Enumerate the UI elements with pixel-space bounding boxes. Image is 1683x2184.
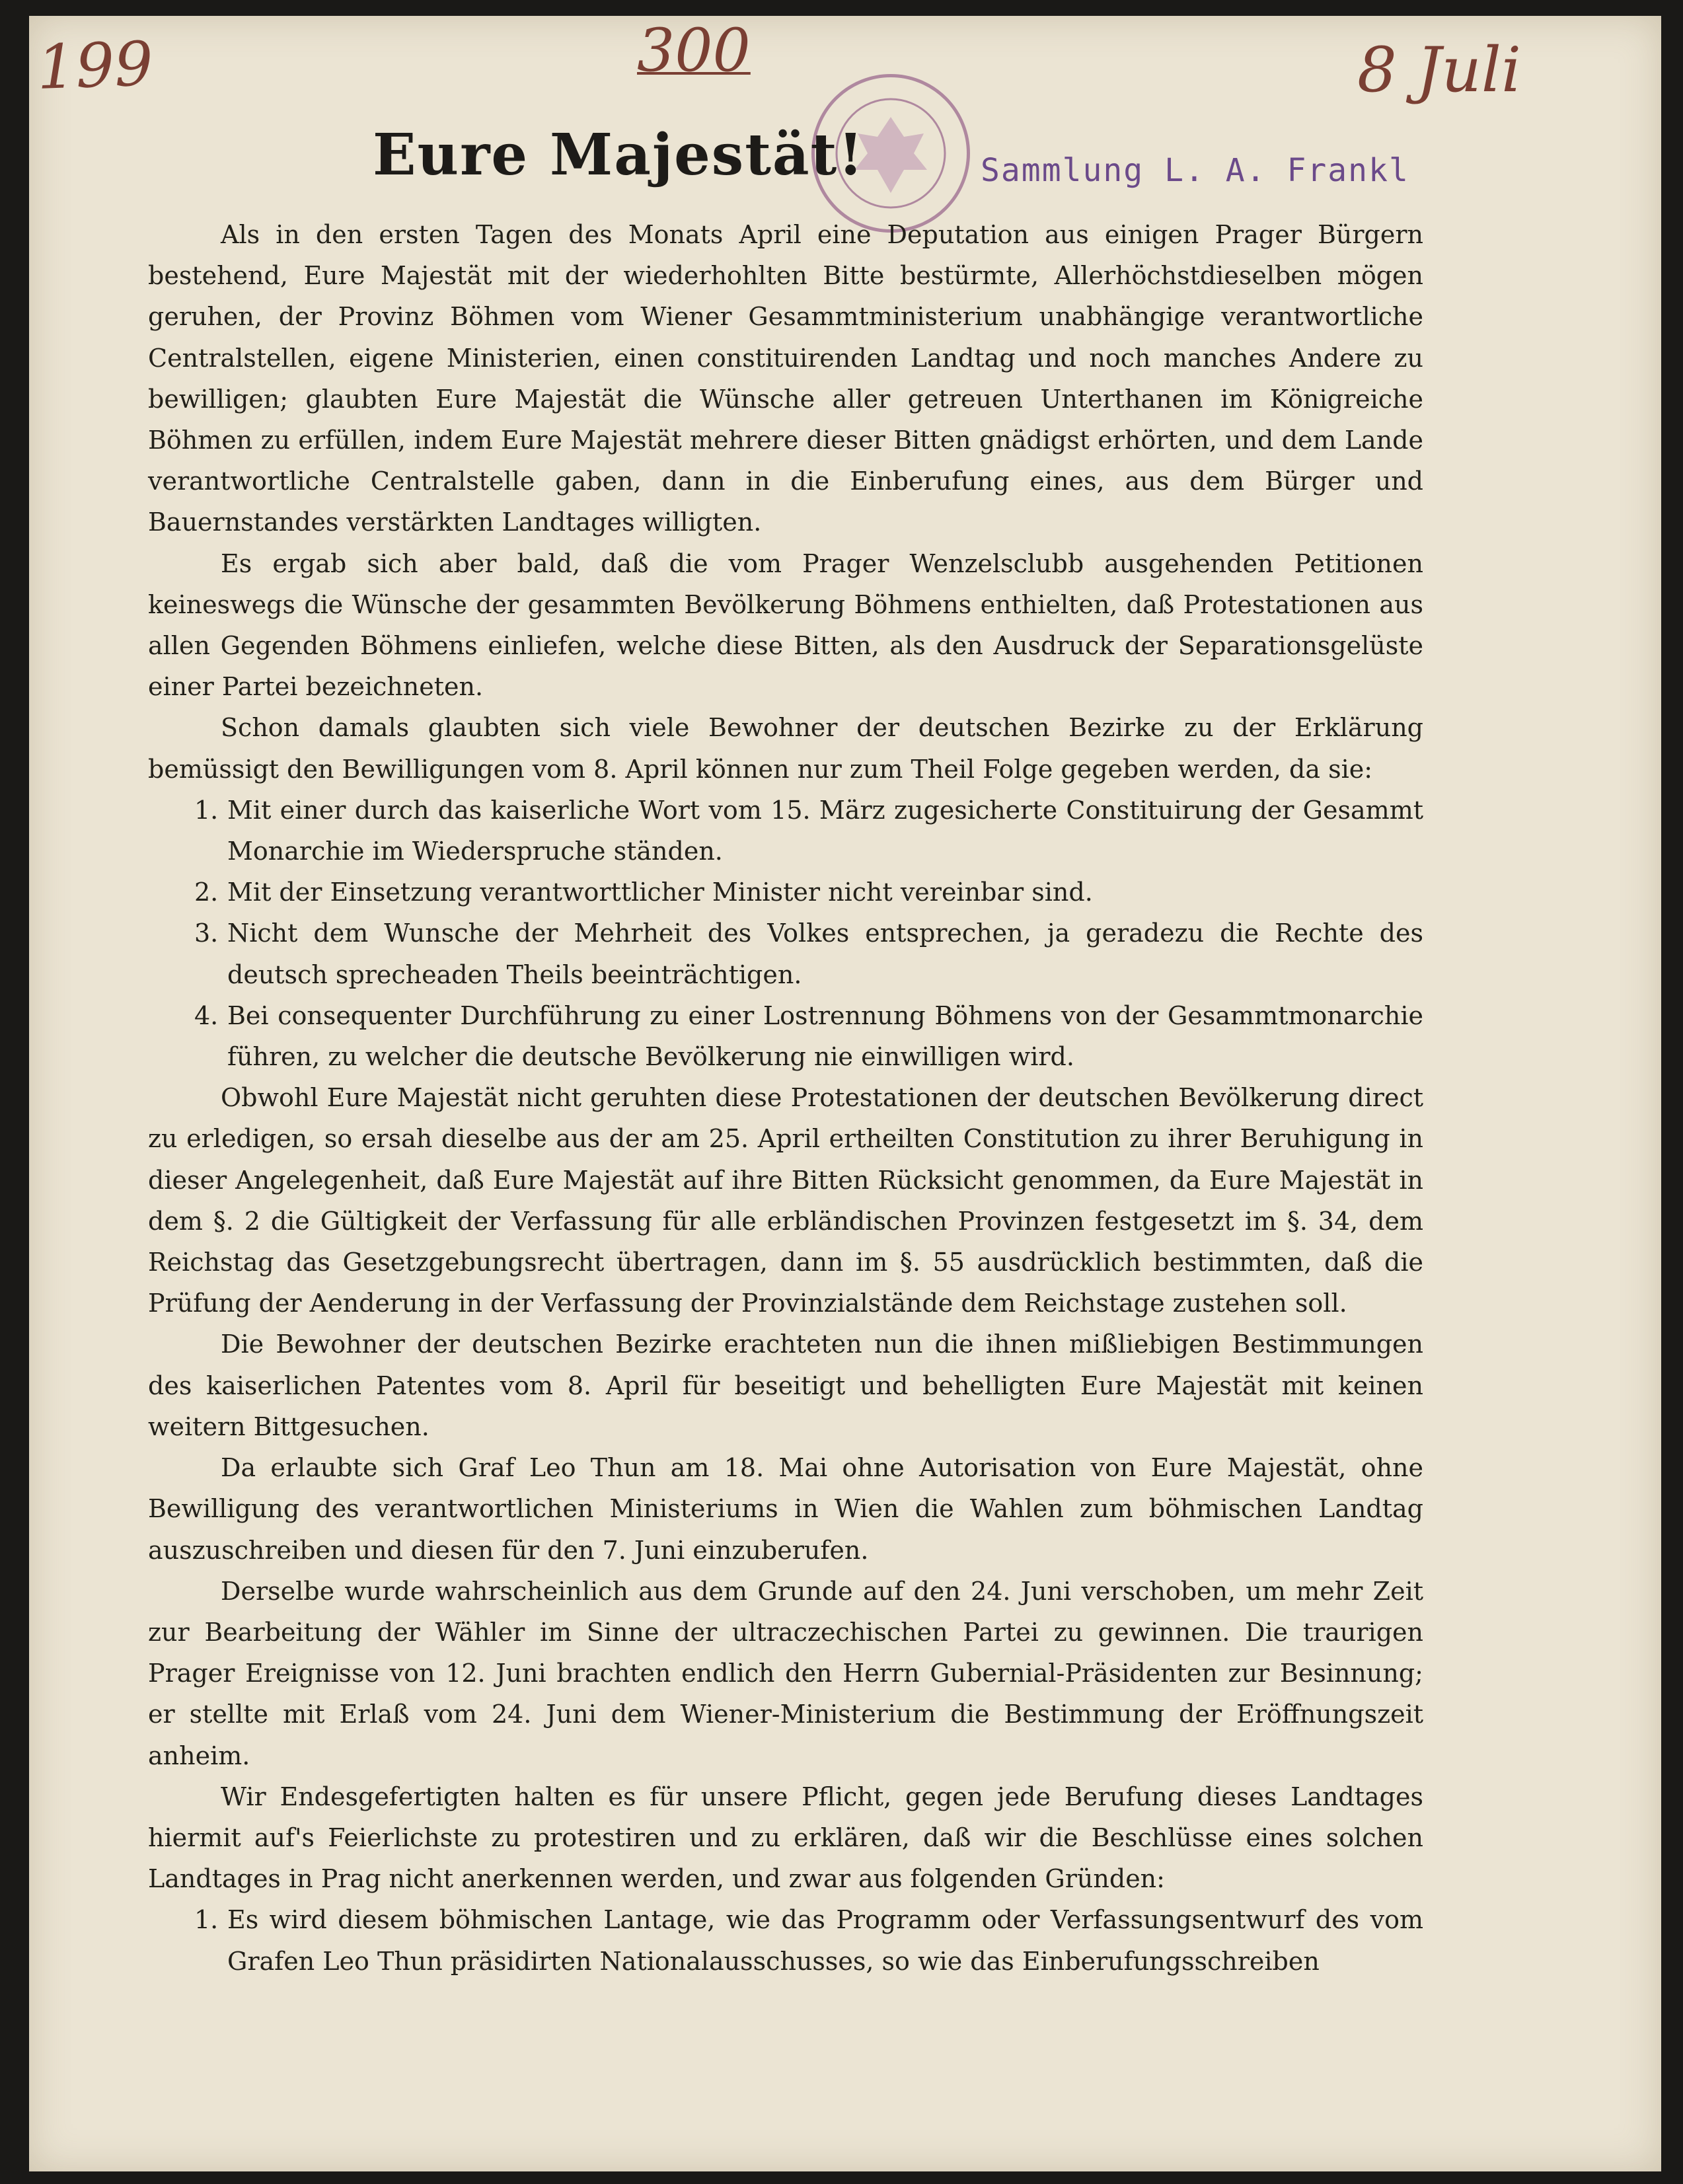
list-item-text: Bei consequenter Durchführung zu einer Lostrennung Böhmens von der Gesammtmonarchie führen, zu welcher die deutsche Bevölkerung nie einwilligen wird. — [227, 1000, 1423, 1072]
paragraph: Als in den ersten Tagen des Monats April eine Deputation aus einigen Prager Bürgern bestehend, Eure Majestät mit der wiederhohlten Bitte bestürmte, Allerhöchstdieselben mögen geruhen, der Provinz Böhmen vom Wiener Gesammtministerium unabhängige verantwortliche Centralstellen, eigene Ministerien, einen constituirenden Landtag und noch manches Andere zu bewilligen; glaubten Eure Majestät die Wünsche aller getreuen Unterthanen im Königreiche Böhmen zu erfüllen, indem Eure Majestät mehrere dieser Bitten gnädigst erhörten, und dem Lande verantwortliche Centralstelle gaben, dann in die Einberufung eines, aus dem Bürger und Bauernstandes verstärkten Landtages willigten. — [148, 220, 1423, 537]
list-item-number: 4. — [194, 1000, 219, 1030]
list-item — [148, 872, 1423, 913]
list-item — [148, 1899, 1423, 1981]
collection-stamp: Sammlung L. A. Frankl — [981, 152, 1409, 189]
paragraph: Obwohl Eure Majestät nicht geruhten diese Protestationen der deutschen Bevölkerung direct zu erledigen, so ersah dieselbe aus der am 25. April ertheilten Constitution zu ihrer Beruhigung in dieser Angelegenheit, daß Eure Majestät auf ihre Bitten Rücksicht genommen, da Eure Majestät in dem §. 2 die Gültigkeit der Verfassung für alle erbländischen Provinzen festgesetzt im §. 34, dem Reichstag das Gesetzgebungsrecht übertragen, dann im §. 55 ausdrücklich bestimmten, daß die Prüfung der Aenderung in der Verfassung der Provinzialstände dem Reichstage zustehen soll. — [148, 1083, 1423, 1318]
paragraph: Schon damals glaubten sich viele Bewohner der deutschen Bezirke zu der Erklärung bemüssigt den Bewilligungen vom 8. April können nur zum Theil Folge gegeben werden, da sie: — [148, 713, 1423, 784]
list-item-number: 2. — [194, 878, 219, 907]
list-item-text: Mit der Einsetzung verantworttlicher Minister nicht vereinbar sind. — [227, 878, 1093, 907]
paragraph: Derselbe wurde wahrscheinlich aus dem Grunde auf den 24. Juni verschoben, um mehr Zeit zur Bearbeitung der Wähler im Sinne der ultraczechischen Partei zu gewinnen. Die traurigen Prager Ereignisse von 12. Juni brachten endlich den Herrn Gubernial-Präsidenten zur Besinnung; er stellte mit Erlaß vom 24. Juni dem Wiener-Ministerium die Bestimmung der Eröffnungszeit anheim. — [148, 1576, 1423, 1770]
handwritten-number-center: 300 — [637, 16, 751, 85]
list-item — [148, 790, 1423, 872]
paragraph: Da erlaubte sich Graf Leo Thun am 18. Mai ohne Autorisation von Eure Majestät, ohne Bewilligung des verantwortlichen Ministeriums in Wien die Wahlen zum böhmischen Landtag auszuschreiben und diesen für den 7. Juni einzuberufen. — [148, 1453, 1423, 1565]
paragraph: Es ergab sich aber bald, daß die vom Prager Wenzelsclubb ausgehenden Petitionen keineswegs die Wünsche der gesammten Bevölkerung Böhmens enthielten, daß Protestationen aus allen Gegenden Böhmens einliefen, welche diese Bitten, als den Ausdruck der Separationsgelüste einer Partei bezeichneten. — [148, 548, 1423, 702]
document-body — [148, 214, 1423, 1982]
page-title: Eure Majestät! — [373, 122, 865, 188]
list-item-text: Mit einer durch das kaiserliche Wort vom 15. März zugesicherte Constituirung der Gesammt Monarchie im Wiederspruche ständen. — [227, 795, 1423, 866]
paragraph: Wir Endesgefertigten halten es für unsere Pflicht, gegen jede Berufung dieses Landtages hiermit auf's Feierlichste zu protestiren und zu erklären, daß wir die Beschlüsse eines solchen Landtages in Prag nicht anerkennen werden, und zwar aus folgenden Gründen: — [148, 1782, 1423, 1894]
list-item — [148, 995, 1423, 1077]
document-page — [29, 16, 1661, 2171]
list-item — [148, 913, 1423, 995]
list-item-number: 3. — [194, 919, 219, 948]
list-item-text: Nicht dem Wunsche der Mehrheit des Volkes entsprechen, ja geradezu die Rechte des deutsch sprecheaden Theils beeinträchtigen. — [227, 919, 1423, 989]
handwritten-number-left: 199 — [36, 28, 155, 104]
list-item-number: 1. — [194, 795, 219, 825]
paragraph: Die Bewohner der deutschen Bezirke erachteten nun die ihnen mißliebigen Bestimmungen des kaiserlichen Patentes vom 8. April für beseitigt und behelligten Eure Majestät mit keinen weitern Bittgesuchen. — [148, 1330, 1423, 1441]
list-item-number: 1. — [194, 1905, 219, 1935]
list-item-text: Es wird diesem böhmischen Lantage, wie das Programm oder Verfassungsentwurf des vom Grafen Leo Thun präsidirten Nationalausschusses, so wie das Einberufungsschreiben — [227, 1905, 1423, 1976]
handwritten-date: 8 Juli — [1357, 34, 1522, 106]
